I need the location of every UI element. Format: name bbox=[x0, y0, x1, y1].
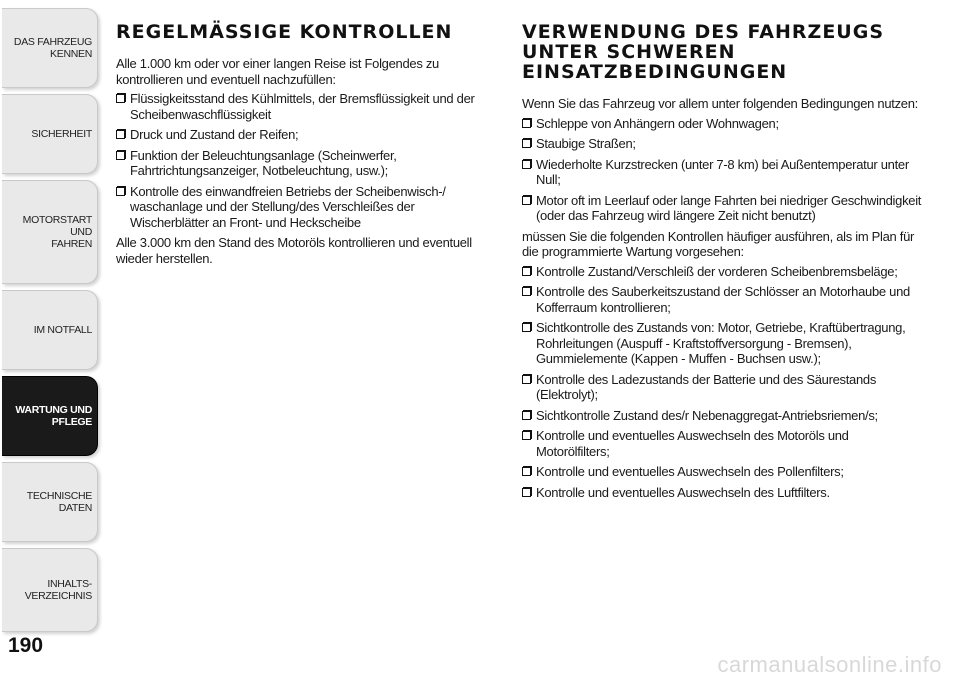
tab-label: INHALTS- VERZEICHNIS bbox=[24, 578, 92, 602]
conditions-list bbox=[522, 116, 922, 224]
checkbox-bullet-icon bbox=[116, 151, 125, 160]
outro-paragraph: Alle 3.000 km den Stand des Motoröls kontrollieren und eventuell wieder herstellen. bbox=[116, 235, 472, 266]
list-item: Kontrolle und eventuelles Auswechseln des Motoröls und Motorölfilters; bbox=[522, 428, 922, 459]
tab-label: SICHERHEIT bbox=[31, 128, 92, 140]
page-number: 190 bbox=[8, 634, 44, 657]
checkbox-bullet-icon bbox=[522, 160, 531, 169]
list-item: Kontrolle Zustand/Verschleiß der vorderen Scheibenbremsbeläge; bbox=[522, 264, 922, 280]
section-title: VERWENDUNG DES FAHRZEUGS UNTER SCHWEREN EINSATZBEDINGUNGEN bbox=[522, 21, 885, 83]
checkbox-bullet-icon bbox=[522, 323, 531, 332]
checkbox-bullet-icon bbox=[522, 488, 531, 497]
middle-paragraph: müssen Sie die folgenden Kontrollen häufiger ausführen, als im Plan für die programmierte Wartung vorgesehen: bbox=[522, 228, 915, 259]
tab-technische-daten[interactable] bbox=[2, 462, 98, 542]
checkbox-bullet-icon bbox=[116, 130, 125, 139]
tab-wartung-und-pflege[interactable] bbox=[2, 376, 98, 456]
chapter-sidebar bbox=[0, 0, 100, 686]
tab-im-notfall[interactable] bbox=[2, 290, 98, 370]
check-list bbox=[116, 91, 496, 230]
checkbox-bullet-icon bbox=[522, 411, 531, 420]
intro-paragraph: Alle 1.000 km oder vor einer langen Reise ist Folgendes zu kontrollieren und eventuell nachzufüllen: bbox=[116, 56, 439, 87]
list-item: Druck und Zustand der Reifen; bbox=[116, 127, 496, 143]
list-item: Schleppe von Anhängern oder Wohnwagen; bbox=[522, 116, 922, 132]
checkbox-bullet-icon bbox=[116, 94, 125, 103]
checkbox-bullet-icon bbox=[116, 187, 125, 196]
tab-label: DAS FAHRZEUG KENNEN bbox=[13, 36, 92, 60]
checkbox-bullet-icon bbox=[522, 375, 531, 384]
tab-label: MOTORSTART UND FAHREN bbox=[22, 214, 92, 250]
watermark: carmanualsonline.info bbox=[717, 652, 942, 677]
list-item: Kontrolle und eventuelles Auswechseln des Luftfilters. bbox=[522, 485, 922, 501]
checkbox-bullet-icon bbox=[522, 119, 531, 128]
tab-inhaltsverzeichnis[interactable] bbox=[2, 548, 98, 632]
checkbox-bullet-icon bbox=[522, 267, 531, 276]
intro-paragraph: Wenn Sie das Fahrzeug vor allem unter folgenden Bedingungen nutzen: bbox=[522, 96, 918, 111]
checkbox-bullet-icon bbox=[522, 287, 531, 296]
list-item: Kontrolle und eventuelles Auswechseln des Pollenfilters; bbox=[522, 464, 922, 480]
checks-list bbox=[522, 264, 922, 501]
list-item: Funktion der Beleuchtungsanlage (Scheinwerfer, Fahrtrichtungsanzeiger, Notbeleuchtung, usw.); bbox=[116, 148, 496, 179]
list-item: Sichtkontrolle des Zustands von: Motor, Getriebe, Kraftübertragung, Rohrleitungen (Auspuff - Kraftstoffversorgung - Bremsen), Gummielemente (Kappen - Muffen - Buchsen usw.); bbox=[522, 320, 922, 367]
list-item: Wiederholte Kurzstrecken (unter 7-8 km) bei Außentemperatur unter Null; bbox=[522, 157, 922, 188]
tab-das-fahrzeug-kennen[interactable] bbox=[2, 8, 98, 88]
checkbox-bullet-icon bbox=[522, 467, 531, 476]
list-item: Sichtkontrolle Zustand des/r Nebenaggregat-Antriebsriemen/s; bbox=[522, 408, 922, 424]
checkbox-bullet-icon bbox=[522, 196, 531, 205]
list-item: Flüssigkeitsstand des Kühlmittels, der Bremsflüssigkeit und der Scheibenwaschflüssigkeit bbox=[116, 91, 496, 122]
checkbox-bullet-icon bbox=[522, 431, 531, 440]
checkbox-bullet-icon bbox=[522, 139, 531, 148]
tab-sicherheit[interactable] bbox=[2, 94, 98, 174]
list-item: Kontrolle des einwandfreien Betriebs der Scheibenwisch-/ waschanlage und der Stellung/des Verschleißes der Wischerblätter an Front- und Heckscheibe bbox=[116, 184, 496, 231]
tab-motorstart-und-fahren[interactable] bbox=[2, 180, 98, 284]
tab-label: IM NOTFALL bbox=[33, 324, 92, 336]
left-column bbox=[116, 22, 496, 270]
list-item: Kontrolle des Sauberkeitszustand der Schlösser an Motorhaube und Kofferraum kontrollieren; bbox=[522, 284, 922, 315]
list-item: Motor oft im Leerlauf oder lange Fahrten bei niedriger Geschwindigkeit (oder das Fahrzeug wird längere Zeit nicht benutzt) bbox=[522, 193, 922, 224]
section-title: REGELMÄSSIGE KONTROLLEN bbox=[116, 21, 453, 43]
right-column bbox=[522, 22, 922, 505]
list-item: Staubige Straßen; bbox=[522, 136, 922, 152]
tab-label: TECHNISCHE DATEN bbox=[26, 490, 92, 514]
list-item: Kontrolle des Ladezustands der Batterie und des Säurestands (Elektrolyt); bbox=[522, 372, 922, 403]
tab-label: WARTUNG UND PFLEGE bbox=[15, 404, 92, 428]
